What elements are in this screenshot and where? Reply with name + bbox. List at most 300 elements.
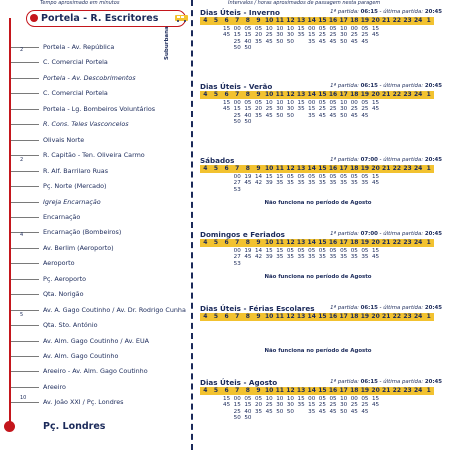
hour-label: 20 bbox=[371, 387, 380, 394]
departure-minute: 45 bbox=[350, 112, 358, 119]
minutes-column bbox=[338, 174, 349, 193]
hours-row bbox=[200, 17, 434, 25]
stop-tick bbox=[11, 186, 39, 187]
hour-label: 4 bbox=[203, 165, 208, 172]
departure-minute: 35 bbox=[286, 180, 294, 187]
departure-minute: 15 bbox=[276, 174, 284, 180]
departure-minute: 25 bbox=[361, 402, 369, 409]
departure-minute: 35 bbox=[254, 112, 263, 119]
stop-name: Olivais Norte bbox=[43, 135, 85, 144]
departure-minute: 00 bbox=[308, 100, 316, 106]
departure-minute: 39 bbox=[265, 254, 273, 261]
minutes-column bbox=[211, 248, 222, 267]
minutes-column bbox=[328, 174, 339, 193]
departure-minute: 40 bbox=[244, 38, 252, 45]
hour-label: 9 bbox=[256, 313, 261, 320]
departure-minute: 19 bbox=[244, 248, 252, 254]
departure-minute: 50 bbox=[233, 118, 241, 125]
minutes-column bbox=[200, 396, 211, 421]
hour-label: 17 bbox=[339, 313, 348, 320]
departure-minute: 25 bbox=[361, 32, 369, 39]
hour-label: 22 bbox=[392, 165, 402, 172]
hour-label: 21 bbox=[382, 313, 391, 320]
minutes-column bbox=[264, 174, 275, 193]
departure-minute: 35 bbox=[361, 254, 369, 261]
minutes-column bbox=[221, 248, 232, 267]
departure-minute: 10 bbox=[265, 396, 273, 402]
departure-minute: 10 bbox=[286, 26, 294, 32]
departure-minute: 05 bbox=[361, 100, 369, 106]
stop-tick bbox=[11, 62, 39, 63]
stop-tick bbox=[11, 248, 39, 249]
departure-minute: 45 bbox=[329, 408, 337, 415]
departure-minute: 42 bbox=[254, 254, 263, 261]
minutes-column bbox=[296, 174, 307, 193]
minutes-column bbox=[274, 100, 285, 125]
departure-minute: 05 bbox=[340, 174, 348, 180]
departure-minute: 05 bbox=[254, 100, 263, 106]
minutes-column bbox=[392, 26, 403, 51]
hour-label: 8 bbox=[245, 387, 250, 394]
departure-info: 1ª partida: 06:15 - última partida: 20:45 bbox=[330, 379, 442, 385]
hours-row bbox=[200, 239, 434, 247]
minutes-column bbox=[338, 396, 349, 421]
departure-minute: 20 bbox=[254, 402, 263, 409]
minutes-column bbox=[317, 396, 328, 421]
hour-label: 11 bbox=[275, 313, 284, 320]
hour-label: 14 bbox=[307, 313, 316, 320]
departure-minute: 15 bbox=[308, 106, 316, 113]
departure-minute: 45 bbox=[361, 408, 369, 415]
hour-label: 18 bbox=[350, 91, 359, 98]
section-note: Não funciona no período de Agosto bbox=[264, 274, 372, 280]
hour-label: 16 bbox=[328, 239, 338, 246]
minutes-column bbox=[381, 248, 392, 267]
departure-minute: 15 bbox=[223, 396, 231, 402]
stop-tick bbox=[11, 47, 39, 48]
minutes-column bbox=[285, 396, 296, 421]
departure-minute: 14 bbox=[254, 248, 263, 254]
departure-minute: 25 bbox=[318, 32, 326, 39]
minutes-column bbox=[370, 174, 381, 193]
departure-minute: 45 bbox=[265, 112, 273, 119]
hour-label: 1 bbox=[426, 17, 431, 24]
route-diagram bbox=[0, 0, 196, 450]
hour-label: 24 bbox=[413, 239, 423, 246]
departure-minute: 15 bbox=[223, 100, 231, 106]
minutes-grid bbox=[200, 248, 434, 267]
stop-tick bbox=[11, 217, 39, 218]
hour-label: 23 bbox=[403, 165, 412, 172]
departure-minute: 45 bbox=[318, 112, 326, 119]
departure-minute: 50 bbox=[276, 408, 284, 415]
departure-minute: 40 bbox=[244, 408, 252, 415]
stop-name: C. Comercial Portela bbox=[43, 89, 108, 98]
minutes-column bbox=[381, 26, 392, 51]
departure-minute: 25 bbox=[233, 38, 241, 45]
departure-minute: 45 bbox=[372, 180, 380, 187]
departure-minute: 05 bbox=[254, 396, 263, 402]
departure-minute: 05 bbox=[329, 26, 337, 32]
departure-minute: 00 bbox=[350, 396, 358, 402]
minutes-column bbox=[221, 26, 232, 51]
stop-tick bbox=[11, 387, 39, 388]
departure-minute: 45 bbox=[350, 38, 358, 45]
hour-label: 10 bbox=[264, 313, 274, 320]
hour-label: 19 bbox=[360, 165, 370, 172]
minutes-column bbox=[360, 100, 371, 125]
hour-label: 22 bbox=[392, 91, 402, 98]
hour-label: 7 bbox=[235, 387, 240, 394]
minutes-column bbox=[360, 174, 371, 193]
hour-label: 13 bbox=[296, 165, 306, 172]
stop-name: Av. A. Gago Coutinho / Av. Dr. Rodrigo Cunha bbox=[43, 305, 186, 314]
departure-minute: 35 bbox=[361, 180, 369, 187]
departure-minute: 25 bbox=[329, 402, 337, 409]
departure-minute: 10 bbox=[286, 396, 294, 402]
start-stop-box bbox=[26, 10, 186, 27]
hour-label: 15 bbox=[318, 387, 327, 394]
hour-label: 22 bbox=[392, 239, 402, 246]
hour-label: 16 bbox=[328, 91, 338, 98]
hour-label: 21 bbox=[382, 165, 391, 172]
departure-minute: 35 bbox=[286, 254, 294, 261]
departure-minute: 35 bbox=[297, 402, 305, 409]
hour-label: 24 bbox=[413, 91, 423, 98]
departure-minute: 10 bbox=[265, 26, 273, 32]
departure-minute: 19 bbox=[244, 174, 252, 180]
hour-label: 12 bbox=[286, 165, 295, 172]
stop-name: Encarnação bbox=[43, 212, 81, 221]
departure-minute: 05 bbox=[244, 26, 252, 32]
minutes-column bbox=[253, 100, 264, 125]
departure-minute: 35 bbox=[340, 180, 348, 187]
minutes-column bbox=[306, 174, 317, 193]
end-stop-name: Pç. Londres bbox=[43, 421, 106, 432]
hour-label: 5 bbox=[213, 17, 219, 24]
hour-label: 19 bbox=[360, 313, 370, 320]
departure-minute: 15 bbox=[233, 106, 241, 113]
departure-minute: 35 bbox=[329, 254, 337, 261]
departure-minute: 05 bbox=[340, 248, 348, 254]
departure-minute: 05 bbox=[361, 174, 369, 180]
stop-tick bbox=[11, 109, 39, 110]
minutes-column bbox=[306, 248, 317, 267]
departure-minute: 45 bbox=[329, 38, 337, 45]
departure-minute: 35 bbox=[254, 38, 263, 45]
hour-label: 20 bbox=[371, 17, 380, 24]
departure-info: 1ª partida: 06:15 - última partida: 20:45 bbox=[330, 83, 442, 89]
departure-minute: 45 bbox=[265, 38, 273, 45]
stop-name: Igreja Encarnação bbox=[43, 197, 101, 206]
hour-label: 21 bbox=[382, 239, 391, 246]
departure-minute: 25 bbox=[350, 32, 358, 39]
departure-minute: 15 bbox=[372, 174, 380, 180]
minutes-column bbox=[402, 100, 413, 125]
minutes-column bbox=[211, 100, 222, 125]
hour-label: 9 bbox=[256, 165, 261, 172]
hour-label: 13 bbox=[296, 387, 306, 394]
hour-label: 23 bbox=[403, 17, 412, 24]
departure-minute: 05 bbox=[318, 248, 326, 254]
departure-minute: 30 bbox=[286, 106, 294, 113]
departure-minute: 35 bbox=[297, 106, 305, 113]
minutes-column bbox=[349, 396, 360, 421]
minutes-column bbox=[306, 26, 317, 51]
departure-minute: 45 bbox=[318, 408, 326, 415]
minutes-column bbox=[274, 248, 285, 267]
departure-minute: 50 bbox=[340, 408, 348, 415]
minutes-column bbox=[306, 100, 317, 125]
minutes-column bbox=[274, 174, 285, 193]
hour-label: 21 bbox=[382, 387, 391, 394]
departure-minute: 50 bbox=[244, 414, 252, 421]
departure-minute: 27 bbox=[233, 254, 241, 261]
hour-label: 12 bbox=[286, 313, 295, 320]
hour-label: 24 bbox=[413, 387, 423, 394]
minutes-column bbox=[285, 26, 296, 51]
hour-label: 24 bbox=[413, 313, 423, 320]
departure-minute: 50 bbox=[276, 112, 284, 119]
minutes-grid bbox=[200, 396, 434, 421]
departure-minute: 45 bbox=[372, 402, 380, 409]
hour-label: 8 bbox=[245, 239, 250, 246]
departure-minute: 05 bbox=[329, 100, 337, 106]
section-title: Dias Úteis - Inverno bbox=[200, 8, 280, 17]
departure-minute: 05 bbox=[254, 26, 263, 32]
departure-minute: 15 bbox=[233, 32, 241, 39]
departure-minute: 35 bbox=[276, 254, 284, 261]
minutes-column bbox=[274, 396, 285, 421]
minutes-column bbox=[349, 174, 360, 193]
minutes-column bbox=[360, 248, 371, 267]
minutes-column bbox=[264, 100, 275, 125]
stop-tick bbox=[11, 171, 39, 172]
departure-minute: 20 bbox=[254, 106, 263, 113]
hour-label: 16 bbox=[328, 165, 338, 172]
departure-minute: 15 bbox=[244, 106, 252, 113]
hour-label: 4 bbox=[203, 239, 208, 246]
hour-label: 13 bbox=[296, 239, 306, 246]
minutes-column bbox=[317, 174, 328, 193]
stop-name: Av. Alm. Gago Coutinho bbox=[43, 352, 119, 360]
hour-label: 5 bbox=[213, 387, 219, 394]
departure-minute: 35 bbox=[308, 112, 316, 119]
departure-minute: 25 bbox=[318, 402, 326, 409]
section-title: Dias Úteis - Agosto bbox=[200, 378, 278, 387]
departure-minute: 05 bbox=[297, 248, 305, 254]
minutes-column bbox=[274, 26, 285, 51]
departure-minute: 00 bbox=[350, 26, 358, 32]
departure-minute: 00 bbox=[233, 174, 241, 180]
departure-minute: 15 bbox=[265, 174, 273, 180]
departure-minute: 45 bbox=[329, 112, 337, 119]
hour-label: 12 bbox=[286, 91, 295, 98]
departure-info: 1ª partida: 06:15 - última partida: 20:45 bbox=[330, 305, 442, 311]
minutes-column bbox=[413, 248, 424, 267]
departure-minute: 42 bbox=[254, 180, 263, 187]
hour-label: 19 bbox=[360, 17, 370, 24]
segment-minutes: 5 bbox=[20, 312, 24, 318]
stop-tick bbox=[11, 202, 39, 203]
minutes-column bbox=[317, 26, 328, 51]
minutes-column bbox=[413, 396, 424, 421]
departure-minute: 53 bbox=[233, 260, 241, 267]
minutes-column bbox=[200, 26, 211, 51]
departure-minute: 35 bbox=[276, 180, 284, 187]
hour-label: 22 bbox=[392, 313, 402, 320]
departure-minute: 10 bbox=[340, 396, 348, 402]
minutes-column bbox=[306, 396, 317, 421]
minutes-column bbox=[402, 174, 413, 193]
minutes-column bbox=[413, 26, 424, 51]
segment-minutes: 10 bbox=[20, 395, 27, 401]
hour-label: 1 bbox=[426, 165, 431, 172]
hour-label: 5 bbox=[213, 91, 219, 98]
hour-label: 19 bbox=[360, 239, 370, 246]
departure-minute: 40 bbox=[244, 112, 252, 119]
departure-minute: 05 bbox=[318, 396, 326, 402]
hour-label: 6 bbox=[224, 17, 229, 24]
departure-minute: 35 bbox=[318, 254, 326, 261]
hour-label: 12 bbox=[286, 17, 295, 24]
minutes-column bbox=[338, 248, 349, 267]
minutes-column bbox=[392, 174, 403, 193]
departure-minute: 05 bbox=[244, 396, 252, 402]
stop-name: C. Comercial Portela bbox=[43, 58, 108, 67]
departure-minute: 35 bbox=[297, 254, 305, 261]
minutes-column bbox=[296, 396, 307, 421]
minutes-column bbox=[413, 174, 424, 193]
minutes-column bbox=[264, 396, 275, 421]
departure-minute: 45 bbox=[223, 32, 231, 39]
stop-name: Portela - Lg. Bombeiros Voluntários bbox=[43, 104, 156, 113]
departure-minute: 39 bbox=[265, 180, 273, 187]
departure-minute: 15 bbox=[265, 248, 273, 254]
departure-minute: 05 bbox=[308, 248, 316, 254]
minutes-caption: Tempo aproximado em minutos bbox=[40, 0, 120, 6]
stop-name: R. Cons. Teles Vasconcelos bbox=[43, 120, 129, 129]
minutes-column bbox=[253, 26, 264, 51]
hour-label: 10 bbox=[264, 91, 274, 98]
hour-label: 4 bbox=[203, 387, 208, 394]
hour-label: 19 bbox=[360, 91, 370, 98]
section-title: Domingos e Feriados bbox=[200, 230, 285, 239]
hour-label: 23 bbox=[403, 91, 412, 98]
hour-label: 22 bbox=[392, 17, 402, 24]
stop-tick bbox=[11, 155, 39, 156]
hour-label: 23 bbox=[403, 313, 412, 320]
minutes-column bbox=[370, 100, 381, 125]
departure-minute: 35 bbox=[308, 38, 316, 45]
departure-minute: 35 bbox=[308, 254, 316, 261]
hour-label: 4 bbox=[203, 91, 208, 98]
hour-label: 17 bbox=[339, 165, 348, 172]
hour-label: 11 bbox=[275, 239, 284, 246]
departure-minute: 25 bbox=[329, 106, 337, 113]
departure-info: 1ª partida: 07:00 - última partida: 20:45 bbox=[330, 231, 442, 237]
departure-minute: 53 bbox=[233, 186, 241, 193]
minutes-column bbox=[253, 174, 264, 193]
minutes-column bbox=[243, 396, 254, 421]
departure-minute: 50 bbox=[286, 112, 294, 119]
segment-minutes: 2 bbox=[20, 157, 24, 163]
segment-minutes: 2 bbox=[20, 47, 24, 53]
hours-row bbox=[200, 165, 434, 173]
minutes-column bbox=[264, 26, 275, 51]
minutes-column bbox=[232, 100, 243, 125]
stop-name: Pç. Norte (Mercado) bbox=[43, 182, 107, 191]
minutes-grid bbox=[200, 174, 434, 193]
departure-minute: 10 bbox=[265, 100, 273, 106]
stop-tick bbox=[11, 232, 39, 233]
minutes-column bbox=[423, 396, 434, 421]
departure-minute: 25 bbox=[329, 32, 337, 39]
departure-minute: 15 bbox=[372, 396, 380, 402]
minutes-column bbox=[402, 248, 413, 267]
departure-minute: 10 bbox=[276, 26, 284, 32]
departure-minute: 20 bbox=[254, 32, 263, 39]
stop-name: Aeroporto bbox=[43, 259, 75, 268]
minutes-column bbox=[402, 396, 413, 421]
departure-minute: 00 bbox=[308, 26, 316, 32]
hour-label: 15 bbox=[318, 91, 327, 98]
departure-minute: 15 bbox=[297, 396, 305, 402]
hour-label: 14 bbox=[307, 239, 316, 246]
departure-minute: 45 bbox=[372, 32, 380, 39]
minutes-column bbox=[349, 26, 360, 51]
stop-name: Av. Berlim (Aeroporto) bbox=[43, 243, 114, 252]
minutes-column bbox=[328, 26, 339, 51]
departure-minute: 05 bbox=[308, 174, 316, 180]
minutes-column bbox=[296, 248, 307, 267]
hour-label: 5 bbox=[213, 165, 219, 172]
minutes-column bbox=[423, 100, 434, 125]
departure-minute: 30 bbox=[340, 402, 348, 409]
departure-info: 1ª partida: 07:00 - última partida: 20:45 bbox=[330, 157, 442, 163]
hour-label: 8 bbox=[245, 313, 250, 320]
departure-minute: 05 bbox=[318, 174, 326, 180]
minutes-column bbox=[232, 174, 243, 193]
minutes-column bbox=[211, 26, 222, 51]
timetable bbox=[198, 0, 444, 450]
start-stop-name: Portela - R. Escritores bbox=[41, 13, 159, 24]
departure-minute: 25 bbox=[350, 106, 358, 113]
minutes-column bbox=[285, 174, 296, 193]
hour-label: 17 bbox=[339, 387, 348, 394]
route-line bbox=[9, 18, 11, 428]
hour-label: 7 bbox=[235, 17, 240, 24]
departure-minute: 30 bbox=[286, 402, 294, 409]
minutes-column bbox=[423, 174, 434, 193]
departure-minute: 35 bbox=[297, 180, 305, 187]
hour-label: 6 bbox=[224, 387, 229, 394]
departure-minute: 10 bbox=[276, 100, 284, 106]
section-note: Não funciona no período de Agosto bbox=[264, 200, 372, 206]
departure-minute: 05 bbox=[329, 174, 337, 180]
departure-minute: 50 bbox=[233, 44, 241, 51]
hour-label: 7 bbox=[235, 313, 240, 320]
hour-label: 10 bbox=[264, 165, 274, 172]
departure-minute: 30 bbox=[340, 106, 348, 113]
departure-minute: 15 bbox=[276, 248, 284, 254]
hour-label: 9 bbox=[256, 239, 261, 246]
departure-minute: 50 bbox=[286, 38, 294, 45]
departure-minute: 15 bbox=[297, 100, 305, 106]
hours-row bbox=[200, 387, 434, 395]
departure-minute: 35 bbox=[329, 180, 337, 187]
departure-minute: 15 bbox=[223, 26, 231, 32]
